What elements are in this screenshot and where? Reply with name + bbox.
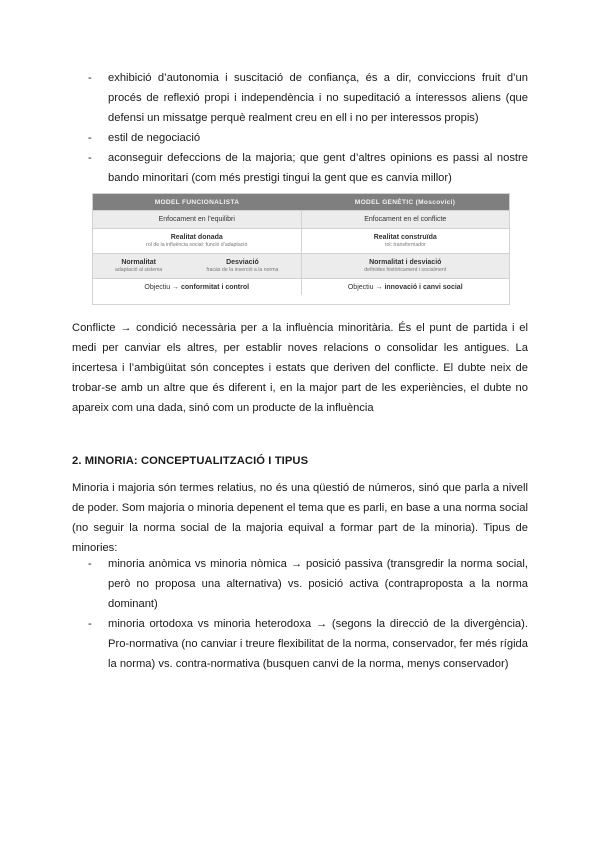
objective-text: [348, 284, 463, 291]
list-item: [88, 128, 528, 148]
bullet-dash: -: [88, 618, 92, 630]
table-cell: [93, 279, 301, 295]
paragraph-minoria: Minoria i majoria són termes relatius, no és una qüestió de números, sinó que parla a nivell de poder. Som majoria o minoria depenent el tema que es parli, en base a una norma social (no seguir la norma social de la majoria equival a formar part de la minoria). Tipus de minories:: [72, 482, 528, 554]
list-item: [88, 554, 528, 614]
cell-half-normalitat: [115, 259, 162, 273]
bullet-text: minoria ortodoxa vs minoria heterodoxa → (segons la direcció de la divergència). Pro-normativa (no canviar i treure flexibilitat de la norma, conservador, fer més rígida la norma) vs. contra-normativa (busquen canvi de la norma, menys conservador): [108, 618, 528, 670]
minority-types-list: [88, 554, 528, 674]
cell-title: Normalitat i desviació: [369, 259, 442, 266]
table-cell: [301, 279, 510, 295]
bullet-dash: -: [88, 72, 92, 84]
cell-title: Desviació: [226, 259, 259, 266]
table-row: [93, 210, 509, 228]
list-item: [88, 68, 528, 128]
bullet-dash: -: [88, 132, 92, 144]
bullet-text: estil de negociació: [108, 132, 201, 144]
list-item: [88, 614, 528, 674]
table-header-functionalist: MODEL FUNCIONALISTA: [154, 198, 240, 206]
cell-half-desviacio: [206, 259, 278, 273]
bullet-text: aconseguir defeccions de la majoria; que gent d’altres opinions es passi al nostre bando minoritari (com més prestigi tingui la gent que es canvia millor): [108, 152, 528, 184]
table-header-row: [93, 194, 509, 210]
table-cell: [301, 211, 510, 228]
section-heading: 2. MINORIA: CONCEPTUALITZACIÓ I TIPUS: [72, 455, 309, 467]
table-cell: [301, 254, 510, 278]
cell-subtitle: rol de la influència social: funció d’adaptació: [146, 242, 248, 248]
objective-text: [144, 284, 249, 291]
list-item: [88, 148, 528, 188]
objective-prefix: Objectiu →: [144, 283, 180, 291]
objective-bold: conformitat i control: [181, 283, 250, 291]
cell-subtitle: fracàs de la inserció a la norma: [206, 267, 279, 273]
cell-text: Enfocament en el conflicte: [364, 216, 447, 223]
objective-bold: innovació i canvi social: [384, 283, 463, 291]
bullet-text: minoria anòmica vs minoria nòmica → posició passiva (transgredir la norma social, però no proposa una alternativa) vs. posició activa (contraproposta a la norma dominant): [108, 558, 528, 610]
cell-title: Realitat donada: [170, 234, 223, 241]
cell-subtitle: adaptació al sistema: [115, 267, 163, 273]
table-cell: [93, 229, 301, 253]
model-comparison-table: [92, 193, 510, 305]
bullet-dash: -: [88, 152, 92, 164]
cell-subtitle: definides històricament i socialment: [364, 267, 447, 273]
cell-title: Realitat construïda: [373, 234, 437, 241]
cell-text: Enfocament en l’equilibri: [158, 216, 235, 223]
cell-title: Normalitat: [121, 259, 156, 266]
paragraph-conflict: Conflicte → condició necessària per a la influència minoritària. És el punt de partida i el medi per canviar els altres, per establir noves relacions o consolidar les antigues. La incertesa i l’ambigüitat són conceptes i estats que deriven del conflicte. El dubte neix de trobar-se amb un altre que és diferent i, en la major part de les experiències, el dubte no apareix com una dada, sinó com un producte de la influència: [72, 322, 528, 414]
table-row: [93, 228, 509, 253]
table-row: [93, 278, 509, 295]
bullet-text: exhibició d’autonomia i suscitació de confiança, és a dir, conviccions fruit d’un procés de reflexió propi i independència i no supeditació a interessos aliens (que defensi un missatge perquè realment creu en ell i no per interessos propis): [108, 72, 528, 124]
intro-bullet-list: [88, 68, 528, 188]
table-row: [93, 253, 509, 278]
table-cell: [93, 211, 301, 228]
table-cell: [301, 229, 510, 253]
table-cell: [93, 254, 301, 278]
cell-subtitle: rol: transformador: [384, 242, 426, 248]
objective-prefix: Objectiu →: [347, 283, 383, 291]
table-header-genetic: MODEL GENÈTIC (Moscovici): [354, 198, 456, 206]
bullet-dash: -: [88, 558, 92, 570]
